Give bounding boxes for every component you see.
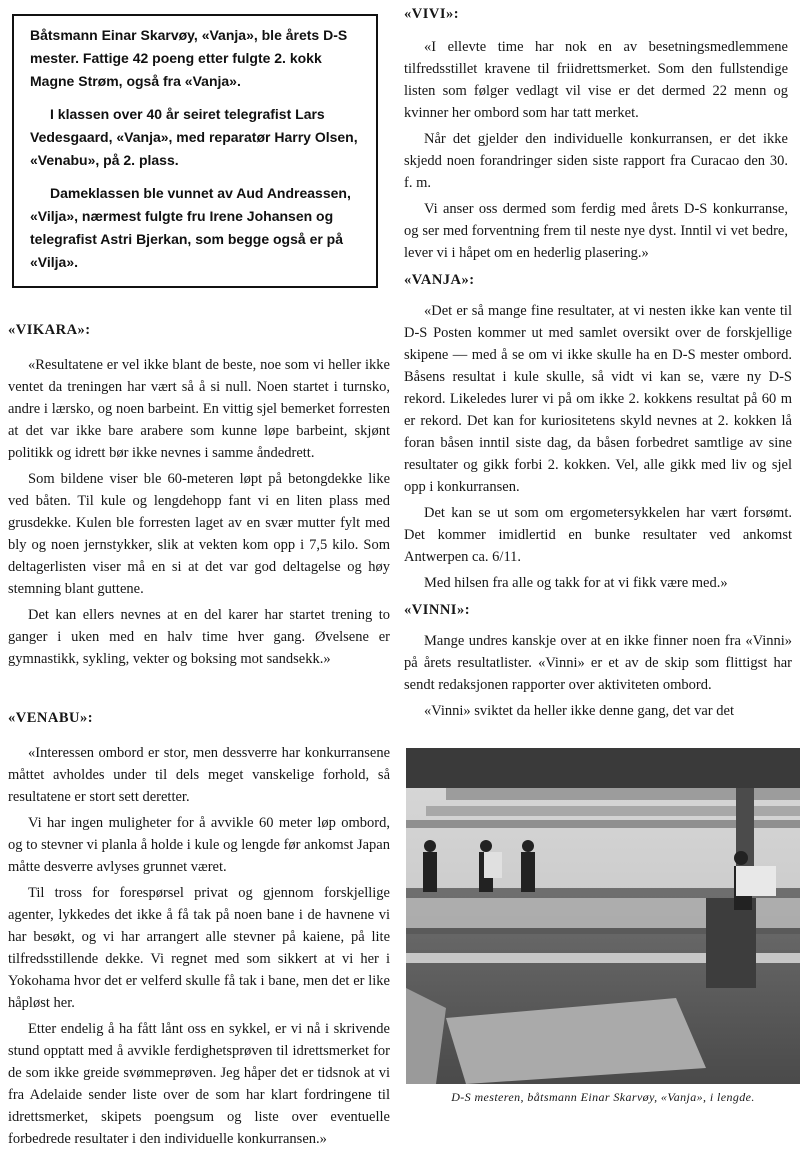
photo-caption: D-S mesteren, båtsmann Einar Skarvøy, «Vanja», i lengde. [451,1090,755,1104]
section-body [404,630,792,722]
section-body [404,300,792,594]
box-paragraph: I klassen over 40 år seiret telegrafist Lars Vedesgaard, «Vanja», med reparatør Harry Olsen, «Venabu», på 2. plass. [30,106,358,168]
paragraph: Til tross for forespørsel privat og gjennom forskjellige agenter, lykkedes det ikke å få tak på noen bane i de havnene vi har besøkt, og vi har arrangert alle stevner på kaiene, på lite tilfredsstillende dekke. Vi regnet med som sikkert at vi her i Yokohama hvor det er velferd skulle få tak i bane, men det er like håpløst her. [8,885,390,1011]
paragraph: Det kan se ut som om ergometersykkelen har vært forsømt. Det kommer imidlertid en bunke resultater ved ankomst Antwerpen ca. 6/11. [404,505,792,565]
section-heading: «VINNI»: [404,602,471,618]
section-vanja [404,270,792,598]
section-heading: «VIVI»: [404,6,460,22]
section-vikara [8,320,390,674]
paragraph: «Det er så mange fine resultater, at vi nesten ikke kan vente til D-S Posten kommer ut med samlet oversikt over de forskjellige skipene — med å se om vi ikke skulle ha en D-S mester ombord. Båsens resultat i kule skulle, så vidt vi kan se, være ny D-S rekord. Likeledes lurer vi på om ikke 2. kokkens resultat på 60 m er rekord. Det kan for kuriositetens skyld nevnes at 2. kokken lå foran båsen inntil siste dag, da båsen forbedret samtlige av sine resultater og gikk forbi 2. kokken. Vel, alle gikk med liv og sjel opp i konkurransen. [404,303,792,495]
results-summary-box [12,14,378,288]
paragraph: Som bildene viser ble 60-meteren løpt på betongdekke like ved båten. Til kule og lengdehopp fant vi en liten plass med grusdekke. Kulen ble forresten laget av en svær mutter fylt med bly og noen jernstykker, slik at vekten kom opp i 7,5 kilo. Som deltagerlisten viser må en si at det var god deltagelse og høy stemning blant guttene. [8,471,390,597]
paragraph: Etter endelig å ha fått lånt oss en sykkel, er vi nå i skrivende stund opptatt med å avvikle ferdighetsprøven til idrettsmerket for de som ikke greide svømmeprøven. Jeg håper det er tidsnok at vi fra Adelaide sender liste over de som har klart fordringene til idrettsmerket, skipets poengsum og liste over eventuelle forbedrede resultater i den individuelle konkurransen.» [8,1021,390,1147]
paragraph: Når det gjelder den individuelle konkurransen, er det ikke skjedd noen forandringer siden siste rapport fra Curacao den 30. f. m. [404,131,788,191]
paragraph: Med hilsen fra alle og takk for at vi fikk være med.» [424,575,728,591]
section-vivi [404,4,788,268]
box-paragraph: Båtsmann Einar Skarvøy, «Vanja», ble årets D-S mester. Fattige 42 poeng etter fulgte 2. kokk Magne Strøm, også fra «Vanja». [30,27,348,89]
paragraph: «I ellevte time har nok en av besetningsmedlemmene tilfredsstillet kravene til friidrettsmerket. Som den fullstendige listen som følger vedlagt vil vise er det dermed 22 menn og kvinner her ombord som har tatt merket. [404,39,788,121]
deck-photo [406,748,800,1084]
section-venabu [8,708,390,1154]
section-heading: «VANJA»: [404,272,475,288]
section-heading: «VIKARA»: [8,322,91,338]
paragraph: «Interessen ombord er stor, men dessverre har konkurransene måttet avholdes under til dels meget vanskelige forhold, så resultatene er stort sett deretter. [8,745,390,805]
section-vinni [404,600,792,726]
paragraph: Det kan ellers nevnes at en del karer har startet trening to ganger i uken med en halv time hver gang. Øvelsene er gymnastikk, sykling, vekter og boksing mot sandsekk.» [8,607,390,667]
section-body [404,36,788,264]
section-body [8,354,390,670]
deck-photo-illustration [406,748,800,1084]
section-heading: «VENABU»: [8,710,94,726]
paragraph: Vi anser oss dermed som ferdig med årets D-S konkurranse, og ser med forventning frem til neste nye dyst. Inntil vi vet bedre, lever vi i håpet om en hederlig plasering.» [404,201,788,261]
paragraph: Mange undres kanskje over at en ikke finner noen fra «Vinni» på årets resultatlister. «Vinni» er et av de skip som flittigst har sendt redaksjonen rapporter over aktiviteten ombord. [404,633,792,693]
paragraph: «Vinni» sviktet da heller ikke denne gang, det var det [424,703,734,719]
paragraph: «Resultatene er vel ikke blant de beste, noe som vi heller ikke ventet da treningen har vært så å si null. Noen startet i turnsko, andre i lærsko, og noen barbeint. En vittig sjel bemerket forresten at det var ikke bare arabere som kunne løpe barbeint, skjønt politikk og idrett bør ikke nevnes i samme åndedrett. [8,357,390,461]
paragraph: Vi har ingen muligheter for å avvikle 60 meter løp ombord, og to stevner vi planla å holde i kule og lengde før ankomst Japan måtte desverre avlyses grunnet været. [8,815,390,875]
box-paragraph: Dameklassen ble vunnet av Aud Andreassen, «Vilja», nærmest fulgte fru Irene Johansen og telegrafist Astri Bjerkan, som begge også er på «Vilja». [30,185,351,270]
section-body [8,742,390,1150]
